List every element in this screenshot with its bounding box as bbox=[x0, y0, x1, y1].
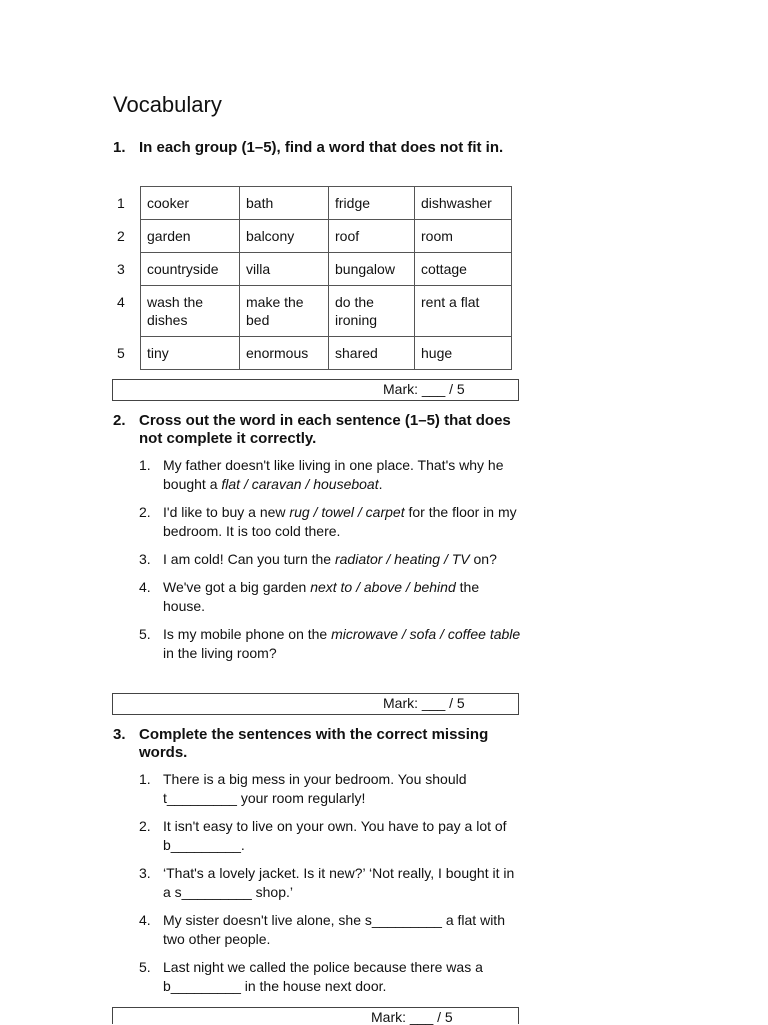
vocab-table bbox=[113, 186, 512, 370]
section1-number: 1. bbox=[113, 139, 126, 156]
section2-list bbox=[139, 456, 524, 672]
page-title: Vocabulary bbox=[113, 92, 222, 117]
item-text: Last night we called the police because there was a b_________ in the house next door. bbox=[163, 959, 483, 994]
section3-instruction: Complete the sentences with the correct missing words. bbox=[139, 726, 489, 761]
table-cell: do the ironing bbox=[329, 286, 415, 337]
item-number: 4. bbox=[139, 579, 151, 595]
table-row bbox=[113, 286, 512, 337]
item-number: 4. bbox=[139, 912, 151, 928]
item-text bbox=[163, 578, 524, 616]
item-text-start: I'd like to buy a new bbox=[163, 504, 290, 520]
table-cell: tiny bbox=[141, 337, 240, 370]
list-item bbox=[139, 864, 524, 902]
item-text: My sister doesn't live alone, she s_________ a flat with two other people. bbox=[163, 912, 505, 947]
table-cell: wash the dishes bbox=[141, 286, 240, 337]
table-row bbox=[113, 187, 512, 220]
section2-mark-box bbox=[112, 693, 519, 715]
section2-heading bbox=[113, 412, 533, 448]
item-text-end: on? bbox=[469, 551, 497, 567]
section2-number: 2. bbox=[113, 412, 126, 429]
table-cell: garden bbox=[141, 220, 240, 253]
item-text-end: in the living room? bbox=[163, 645, 277, 661]
row-number: 3 bbox=[117, 260, 125, 277]
item-number: 3. bbox=[139, 865, 151, 881]
section1-heading bbox=[113, 139, 533, 157]
item-text-start: Is my mobile phone on the bbox=[163, 626, 332, 642]
list-item bbox=[139, 911, 524, 949]
table-cell: countryside bbox=[141, 253, 240, 286]
item-number: 5. bbox=[139, 959, 151, 975]
item-text bbox=[163, 625, 524, 663]
table-cell: make the bed bbox=[240, 286, 329, 337]
table-cell: cottage bbox=[415, 253, 512, 286]
item-number: 2. bbox=[139, 818, 151, 834]
section1-instruction: In each group (1–5), find a word that does not fit in. bbox=[139, 139, 504, 156]
item-text-start: I am cold! Can you turn the bbox=[163, 551, 335, 567]
item-text: There is a big mess in your bedroom. You should t_________ your room regularly! bbox=[163, 771, 467, 806]
item-text bbox=[163, 456, 524, 494]
item-text bbox=[163, 550, 524, 569]
item-options: radiator / heating / TV bbox=[334, 551, 470, 567]
item-options: flat / caravan / houseboat bbox=[221, 476, 379, 492]
table-cell: fridge bbox=[329, 187, 415, 220]
table-row bbox=[113, 337, 512, 370]
section3-mark-box bbox=[112, 1007, 519, 1024]
section1-mark-box bbox=[112, 379, 519, 401]
table-cell: rent a flat bbox=[415, 286, 512, 337]
item-text: It isn't easy to live on your own. You have to pay a lot of b_________. bbox=[163, 818, 507, 853]
table-cell: roof bbox=[329, 220, 415, 253]
list-item bbox=[139, 578, 524, 616]
table-row bbox=[113, 253, 512, 286]
table-cell: bungalow bbox=[329, 253, 415, 286]
row-number: 4 bbox=[117, 293, 125, 310]
item-number: 1. bbox=[139, 457, 151, 473]
item-text: ‘That's a lovely jacket. Is it new?’ ‘Not really, I bought it in a s_________ shop.’ bbox=[163, 865, 515, 900]
table-cell: dishwasher bbox=[415, 187, 512, 220]
item-options: next to / above / behind bbox=[310, 579, 456, 595]
list-item bbox=[139, 625, 524, 663]
mark-label: Mark: ___ / 5 bbox=[383, 695, 465, 711]
section2-instruction: Cross out the word in each sentence (1–5) that does not complete it correctly. bbox=[139, 412, 511, 447]
list-item bbox=[139, 958, 524, 996]
table-cell: villa bbox=[240, 253, 329, 286]
section3-list bbox=[139, 770, 524, 1005]
table-row bbox=[113, 220, 512, 253]
list-item bbox=[139, 770, 524, 808]
item-text-end: . bbox=[378, 476, 383, 492]
list-item bbox=[139, 503, 524, 541]
item-number: 5. bbox=[139, 626, 151, 642]
item-text-start: We've got a big garden bbox=[163, 579, 311, 595]
table-cell: cooker bbox=[141, 187, 240, 220]
table-cell: bath bbox=[240, 187, 329, 220]
row-number: 2 bbox=[117, 227, 125, 244]
list-item bbox=[139, 817, 524, 855]
item-text bbox=[163, 503, 524, 541]
item-options: rug / towel / carpet bbox=[289, 504, 405, 520]
item-number: 3. bbox=[139, 551, 151, 567]
table-cell: enormous bbox=[240, 337, 329, 370]
table-cell: room bbox=[415, 220, 512, 253]
row-number: 1 bbox=[117, 194, 125, 211]
item-number: 2. bbox=[139, 504, 151, 520]
mark-label: Mark: ___ / 5 bbox=[383, 381, 465, 397]
list-item bbox=[139, 456, 524, 494]
item-text-end: the house. bbox=[163, 579, 480, 614]
table-cell: balcony bbox=[240, 220, 329, 253]
section3-heading bbox=[113, 726, 533, 762]
row-number: 5 bbox=[117, 344, 125, 361]
table-cell: shared bbox=[329, 337, 415, 370]
list-item bbox=[139, 550, 524, 569]
item-number: 1. bbox=[139, 771, 151, 787]
item-text-end: for the floor in my bedroom. It is too cold there. bbox=[163, 504, 517, 539]
section3-number: 3. bbox=[113, 726, 126, 743]
table-cell: huge bbox=[415, 337, 512, 370]
item-options: microwave / sofa / coffee table bbox=[331, 626, 521, 642]
mark-label: Mark: ___ / 5 bbox=[371, 1009, 453, 1025]
item-text-start: My father doesn't like living in one place. That's why he bought a bbox=[163, 457, 504, 492]
